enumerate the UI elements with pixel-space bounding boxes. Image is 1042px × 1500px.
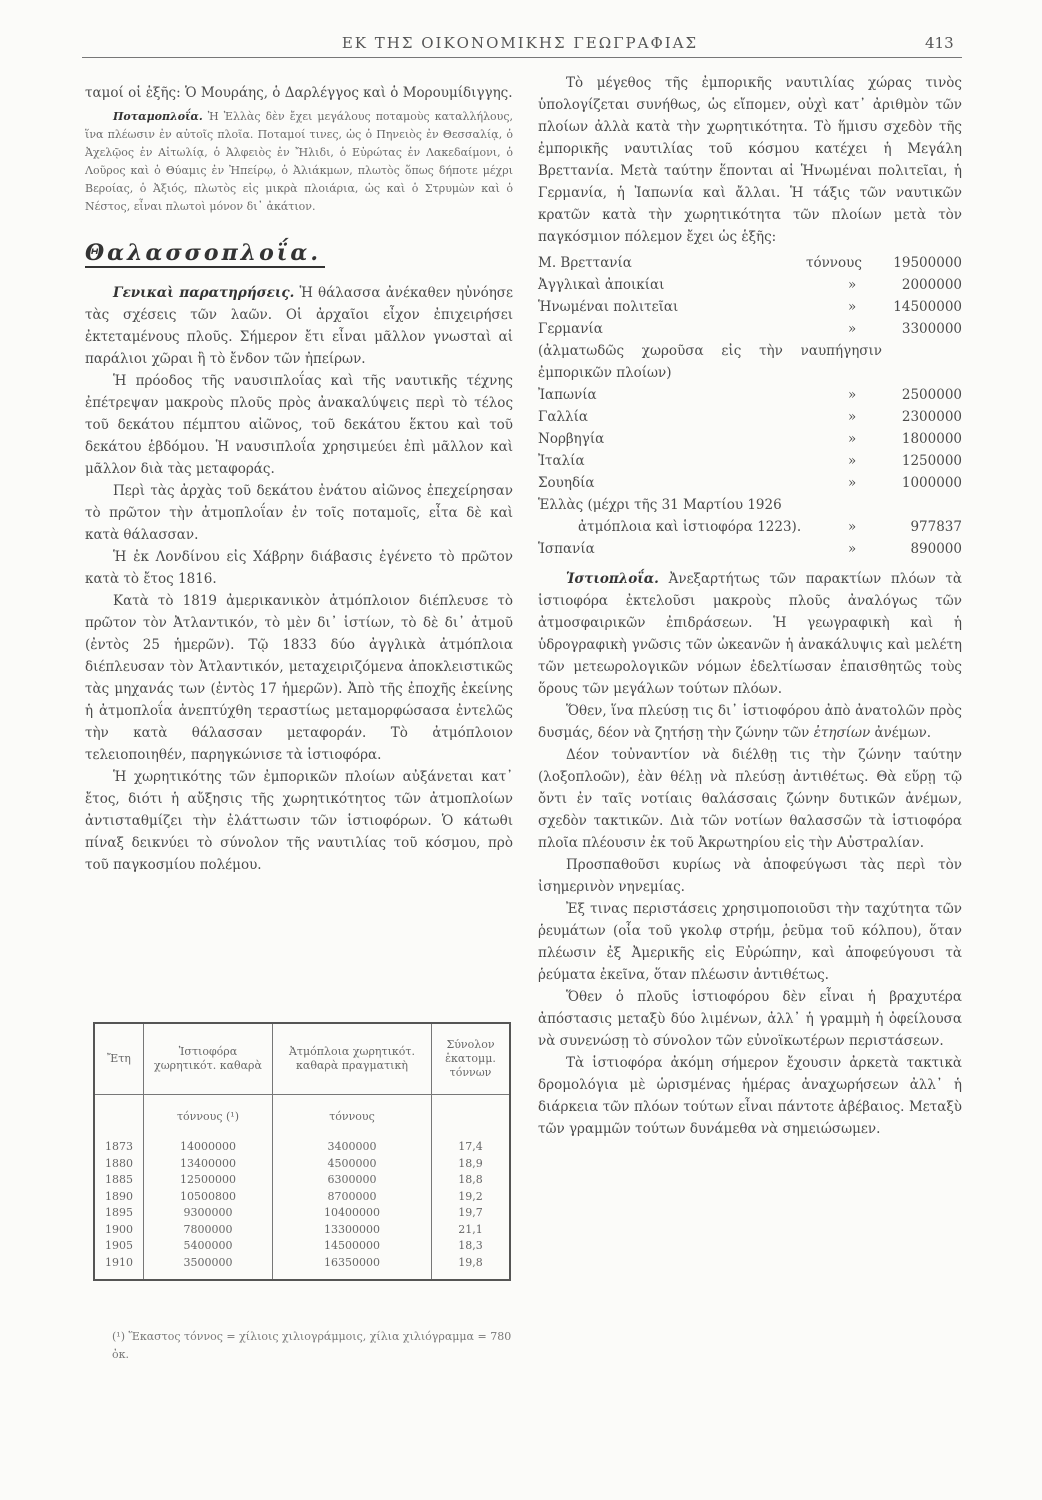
list-item: Ἱσπανία » 890000 <box>538 541 962 557</box>
table-row: 1910 3500000 16350000 19,8 <box>94 1255 510 1281</box>
general-paragraph <box>85 282 513 370</box>
fleet-note: (ἀλματωδῶς χωροῦσα εἰς τὴν ναυπήγησιν ἐμπορικῶν πλοίων) <box>538 343 882 381</box>
paragraph-5: Κατὰ τὸ 1819 ἀμερικανικὸν ἀτμόπλοιον διέπλευσε τὸ πρῶτον τὸν Ἀτλαντικόν, τὸ μὲν δι᾽ ἱστίων, τὸ δὲ δι᾽ ἀτμοῦ (ἐντὸς 25 ἡμερῶν). Τῷ 1833 δύο ἀγγλικὰ ἀτμόπλοια διέπλευσαν τὸν Ἀτλαντικόν, μεταχειριζόμενα ἀποκλειστικῶς τὰς μηχανάς των (ἐντὸς 17 ἡμερῶν). Ἀπὸ τῆς ἐποχῆς ἐκείνης ἡ ἀτμοπλοΐα ἀνεπτύχθη τεραστίως μεταμορφώσασα ἐντελῶς τὴν κατὰ θάλασσαν μεταφοράν. Τὸ ἀτμόπλοιον τελειοποιηθέν, παρηγκώνισε τὰ ἱστιοφόρα. <box>85 593 513 763</box>
table-row: 1900 7800000 13300000 21,1 <box>94 1222 510 1239</box>
table-row: 1880 13400000 4500000 18,9 <box>94 1156 510 1173</box>
tonnage-table <box>93 1022 511 1281</box>
header-sail: Ἱστιοφόρα χωρητικότ. καθαρὰ <box>144 1023 273 1095</box>
sail-paragraph-7: Τὰ ἱστιοφόρα ἀκόμη σήμερον ἔχουσιν ἀρκετὰ τακτικὰ δρομολόγια μὲ ὡρισμένας ἡμέρας ἀναχωρήσεων ἀλλ᾽ ἡ διάρκεια τῶν πλόων τούτων εἶναι πάντοτε ἀβέβαιος. Μεταξὺ τῶν γραμμῶν τούτων δυνάμεθα νὰ σημειώσωμεν. <box>538 1055 962 1137</box>
section-title: Θαλασσοπλοΐα. <box>85 240 322 266</box>
intro-paragraph: ταμοί οἱ ἑξῆς: Ὁ Μουράης, ὁ Δαρλέγγος καὶ ὁ Μορουμίδιγγης. <box>85 85 513 101</box>
header-rule <box>82 57 962 58</box>
list-item: Νορβηγία » 1800000 <box>538 431 962 447</box>
general-text: Ἡ θάλασσα ἀνέκαθεν ηὐνόησε τὰς σχέσεις τῶν λαῶν. Οἱ ἀρχαῖοι εἶχον ἐπιχειρήσει ἐκτεταμένους πλοῦς. Σήμερον ἔτι εἶναι μᾶλλον γνωσταὶ αἱ παράλιοι χῶραι ἢ τὸ ἔνδον τῶν ἠπείρων. <box>85 285 513 367</box>
section-rule <box>85 266 325 268</box>
left-column <box>85 82 513 876</box>
table-row: 1885 12500000 6300000 18,8 <box>94 1172 510 1189</box>
list-item: Ἀγγλικαὶ ἀποικίαι » 2000000 <box>538 277 962 293</box>
paragraph-4: Ἡ ἐκ Λονδίνου εἰς Χάβρην διάβασις ἐγένετο τὸ πρῶτον κατὰ τὸ ἔτος 1816. <box>85 549 513 587</box>
list-item: ἀτμόπλοια καὶ ἱστιοφόρα 1223). » 977837 <box>578 519 962 535</box>
list-item: Γερμανία » 3300000 <box>538 321 962 337</box>
table-row: 1905 5400000 14500000 18,3 <box>94 1238 510 1255</box>
sail-paragraph-3: Δέον τοὐναντίον νὰ διέλθῃ τις τὴν ζώνην ταύτην (λοξοπλοῶν), ἐὰν θέλῃ νὰ πλεύσῃ ἀντιθέτως. Θὰ εὕρῃ τῷ ὄντι ἐν ταῖς νοτίαις θαλάσσαις ζώνην δυτικῶν ἀνέμων, σχεδὸν τακτικῶν. Διὰ τῶν νοτίων θαλασσῶν τὰ ἱστιοφόρα πλοῖα πλέουσιν ἐκ τοῦ Ἀκρωτηρίου εἰς τὴν Αὐστραλίαν. <box>538 747 962 851</box>
header-total: Σύνολον ἑκατομμ. τόννων <box>432 1023 511 1095</box>
header-years: Ἔτη <box>94 1023 144 1095</box>
river-text: Ἡ Ἑλλὰς δὲν ἔχει μεγάλους ποταμοὺς καταλλήλους, ἵνα πλέωσιν ἐν αὐτοῖς πλοῖα. Ποταμοί τινες, ὡς ὁ Πηνειὸς ἐν Θεσσαλίᾳ, ὁ Ἀχελῷος ἐν Αἰτωλίᾳ, ὁ Ἀλφειὸς ἐν Ἤλιδι, ὁ Εὐρώτας ἐν Λακεδαίμονι, ὁ Λοῦρος καὶ ὁ Θύαμις ἐν Ἠπείρῳ, ὁ Ἀλιάκμων, πλωτὸς ὅπως δήποτε μέχρι Βεροίας, ὁ Ἀξιός, πλωτὸς εἰς μικρὰ πλοιάρια, ὡς καὶ ὁ Στρυμὼν καὶ ὁ Νέστος, εἶναι πλωτοὶ μόνον δι᾽ ἀκάτιον. <box>85 110 514 213</box>
running-title: ΕΚ ΤΗΣ ΟΙΚΟΝΟΜΙΚΗΣ ΓΕΩΓΡΑΦΙΑΣ <box>341 34 699 52</box>
table-row: 1890 10500800 8700000 19,2 <box>94 1189 510 1206</box>
table-units-row <box>94 1095 510 1140</box>
sail-text-1: Ἀνεξαρτήτως τῶν παρακτίων πλόων τὰ ἱστιοφόρα ἐκτελοῦσι μακροὺς πλοῦς ἀναλόγως τῶν ἀτμοσφαιρικῶν ἐπιδράσεων. Ἡ γεωγραφικὴ καὶ ἡ ὑδρογραφικὴ γνῶσις τῶν ὠκεανῶν ἡ ἀνακάλυψις καὶ μελέτη τῶν μετεωρολογικῶν νόμων ἐδελτίωσαν ἐπαισθητῶς τοὺς ὅρους τῶν μεγάλων τούτων πλόων. <box>538 571 962 697</box>
table-row: 1895 9300000 10400000 19,7 <box>94 1205 510 1222</box>
paragraph-3: Περὶ τὰς ἀρχὰς τοῦ δεκάτου ἐνάτου αἰῶνος ἐπεχείρησαν τὸ πρῶτον τὴν ἀτμοπλοΐαν ἐν τοῖς ποταμοῖς, εἶτα δὲ καὶ κατὰ θάλασσαν. <box>85 483 513 543</box>
list-item: Ἰαπωνία » 2500000 <box>538 387 962 403</box>
general-heading: Γενικαὶ παρατηρήσεις. <box>113 285 295 301</box>
paragraph-6: Ἡ χωρητικότης τῶν ἐμπορικῶν πλοίων αὐξάνεται κατ᾽ ἔτος, διότι ἡ αὔξησις τῆς χωρητικότητος τῶν ἀτμοπλοίων ἀντισταθμίζει τὴν ἐλάττωσιν τῶν ἱστιοφόρων. Ὁ κάτωθι πίναξ δεικνύει τὸ σύνολον τῆς ναυτιλίας τοῦ κόσμου, πρὸ τοῦ παγκοσμίου πολέμου. <box>85 769 513 873</box>
fleet-list <box>538 252 962 560</box>
sail-heading: Ἱστιοπλοΐα. <box>566 571 659 587</box>
unit-steam: τόννους <box>273 1095 432 1140</box>
header-steam: Ἀτμόπλοια χωρητικότ. καθαρὰ πραγματικὴ <box>273 1023 432 1095</box>
river-heading: Ποταμοπλοΐα. <box>113 110 203 123</box>
table-row: 1873 14000000 3400000 17,4 <box>94 1139 510 1156</box>
sail-paragraph-2: Ὅθεν, ἵνα πλεύσῃ τις δι᾽ ἱστιοφόρου ἀπὸ ἀνατολῶν πρὸς δυσμάς, δέον νὰ ζητήσῃ τὴν ζώνην τῶν ἐτησίων ἀνέμων. <box>538 703 962 741</box>
sail-paragraph-4: Προσπαθοῦσι κυρίως νὰ ἀποφεύγωσι τὰς περὶ τὸν ἰσημερινὸν νηνεμίας. <box>538 857 962 895</box>
table-header-row <box>94 1023 510 1095</box>
list-item: Σουηδία » 1000000 <box>538 475 962 491</box>
right-column <box>538 72 962 1140</box>
paragraph-2: Ἡ πρόοδος τῆς ναυσιπλοΐας καὶ τῆς ναυτικῆς τέχνης ἐπέτρεψαν μακροὺς πλοῦς πρὸς ἀνακαλύψεις περὶ τὸ τέλος τοῦ δεκάτου πέμπτου αἰῶνος, τοῦ δεκάτου ἕκτου καὶ τοῦ δεκάτου ἑβδόμου. Ἡ ναυσιπλοΐα χρησιμεύει ἐπὶ μᾶλλον καὶ μᾶλλον διὰ τὰς μεταφοράς. <box>85 373 513 477</box>
list-item: Ἑλλὰς (μέχρι τῆς 31 Μαρτίου 1926 <box>538 497 782 513</box>
list-item: Γαλλία » 2300000 <box>538 409 962 425</box>
river-paragraph <box>85 108 513 216</box>
page-number: 413 <box>925 34 954 52</box>
list-item: Ἡνωμέναι πολιτεῖαι » 14500000 <box>538 299 962 315</box>
table-footnote: (¹) Ἕκαστος τόννος = χίλιοις χιλιογράμμοις, χίλια χιλιόγραμμα = 780 ὀκ. <box>112 1330 512 1361</box>
right-paragraph-1: Τὸ μέγεθος τῆς ἐμπορικῆς ναυτιλίας χώρας τινὸς ὑπολογίζεται συνήθως, ὡς εἴπομεν, οὐχὶ κατ᾽ ἀριθμὸν τῶν πλοίων ἀλλὰ κατὰ τὴν χωρητικότητα. Τὸ ἥμισυ σχεδὸν τῆς ἐμπορικῆς ναυτιλίας τοῦ κόσμου κατέχει ἡ Μεγάλη Βρεττανία. Μετὰ ταύτην ἕπονται αἱ Ἡνωμέναι πολιτεῖαι, ἡ Γερμανία, ἡ Ἰαπωνία καὶ ἄλλαι. Ἡ τάξις τῶν ναυτικῶν κρατῶν κατὰ τὴν χωρητικότητα τῶν πλοίων μετὰ τὸν παγκόσμιον πόλεμον ἔχει ὡς ἑξῆς: <box>538 75 962 245</box>
list-item: Ἰταλία » 1250000 <box>538 453 962 469</box>
sail-paragraph-5: Ἐξ τινας περιστάσεις χρησιμοποιοῦσι τὴν ταχύτητα τῶν ῥευμάτων (οἷα τοῦ γκολφ στρήμ, ῥεῦμα τοῦ κόλπου), ὅταν πλέωσιν ἐξ Ἀμερικῆς εἰς Εὐρώπην, καὶ ἀποφεύγουσι τὰ ῥεύματα ἐκεῖνα, ὅταν πλέωσιν ἀντιθέτως. <box>538 901 962 983</box>
sail-paragraph-6: Ὅθεν ὁ πλοῦς ἱστιοφόρου δὲν εἶναι ἡ βραχυτέρα ἀπόστασις μεταξὺ δύο λιμένων, ἀλλ᾽ ἡ γραμμὴ ἡ ὀφείλουσα νὰ συνενώσῃ τὸ σύνολον τῶν εὐνοϊκωτέρων περιστάσεων. <box>538 989 962 1049</box>
list-item: Μ. Βρεττανία τόννους 19500000 <box>538 255 962 271</box>
unit-sail: τόννους (¹) <box>144 1095 273 1140</box>
sail-paragraph-1 <box>538 568 962 700</box>
